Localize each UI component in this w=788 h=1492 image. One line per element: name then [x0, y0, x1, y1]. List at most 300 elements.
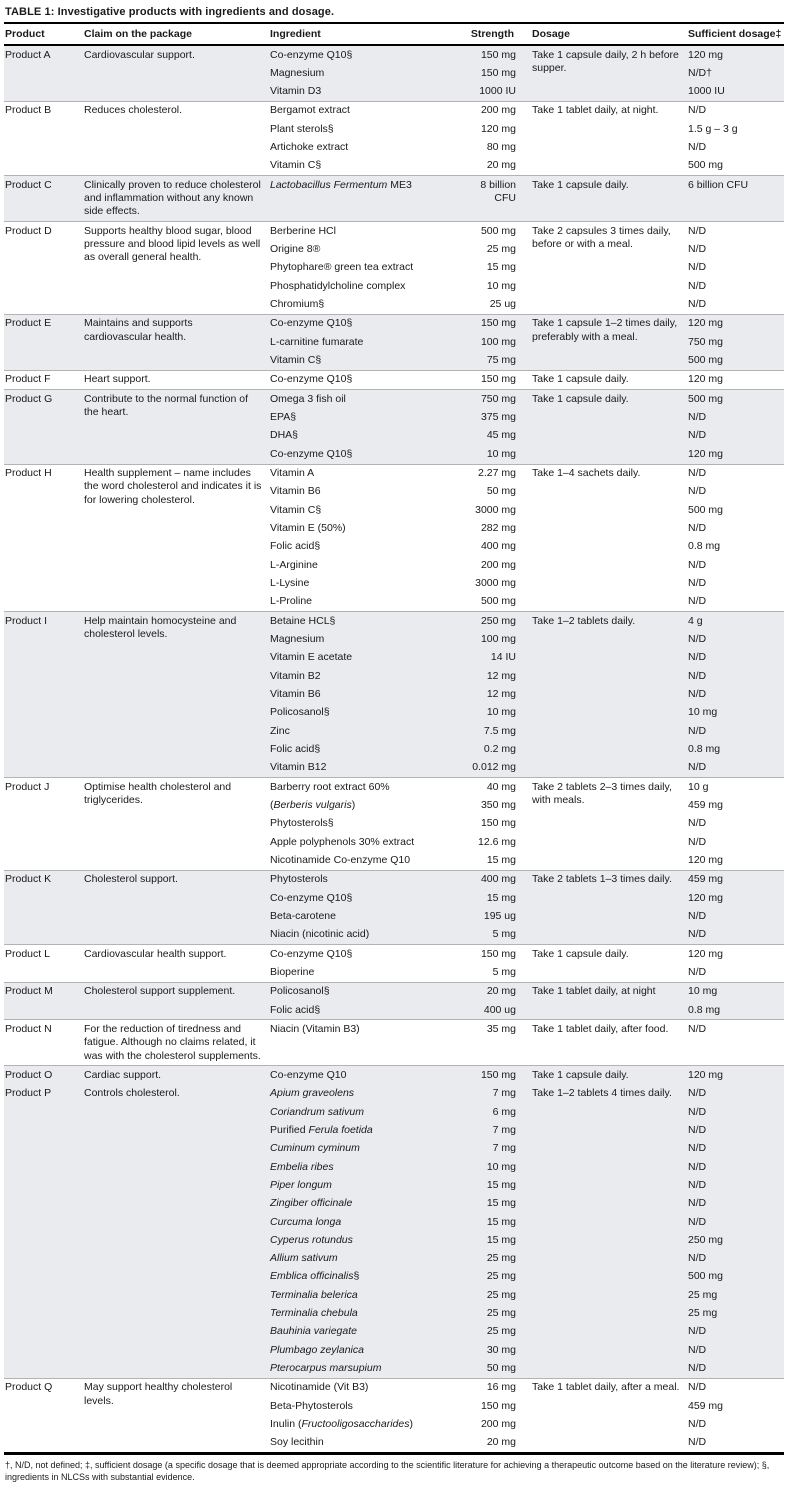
- claim-cell: May support healthy cholesterol levels.: [84, 1378, 270, 1453]
- product-cell: Product H: [4, 464, 84, 612]
- strength-cell: 35 mg: [460, 1020, 532, 1066]
- ingredient-cell: L-carnitine fumarate: [270, 335, 364, 348]
- table-row: [4, 1085, 784, 1103]
- strength-cell: 1000 IU: [479, 85, 516, 98]
- sufficient-dosage-cell: N/D: [688, 1418, 707, 1431]
- sufficient-dosage-cell: N/D: [688, 817, 707, 830]
- strength-cell: 350 mg: [480, 798, 516, 811]
- sufficient-dosage-cell: 459 mg: [688, 870, 784, 889]
- dosage-cell: Take 2 tablets 1–3 times daily.: [532, 870, 688, 944]
- sufficient-dosage-cell: N/D: [688, 1160, 707, 1173]
- sufficient-dosage-cell: N/D: [688, 411, 707, 424]
- dosage-cell: Take 1 capsule daily.: [532, 1066, 688, 1085]
- ingredient-cell: Zinc: [270, 724, 290, 737]
- ingredient-cell: Co-enzyme Q10§: [270, 314, 460, 333]
- sufficient-dosage-cell: N/D: [688, 522, 707, 535]
- sufficient-dosage-cell: N/D: [688, 429, 707, 442]
- claim-cell: For the reduction of tiredness and fatigue. Although no claims related, it was with the cholesterol supplements.: [84, 1020, 270, 1066]
- ingredient-cell: Vitamin C§: [270, 503, 322, 516]
- sufficient-dosage-cell: 120 mg: [688, 447, 724, 460]
- claim-cell: Cardiac support.: [84, 1066, 270, 1085]
- ingredient-cell: Beta-Phytosterols: [270, 1399, 353, 1412]
- table-title-label: TABLE 1:: [5, 6, 55, 18]
- strength-cell: 15 mg: [486, 261, 516, 274]
- sufficient-dosage-cell: N/D: [688, 1436, 707, 1449]
- ingredient-cell: Nicotinamide Co-enzyme Q10: [270, 853, 411, 866]
- dosage-cell: Take 1 capsule 1–2 times daily, preferably with a meal.: [532, 314, 688, 370]
- strength-cell: 375 mg: [480, 411, 516, 424]
- strength-cell: 20 mg: [460, 982, 532, 1001]
- dosage-cell: Take 1–4 sachets daily.: [532, 464, 688, 612]
- strength-cell: 25 mg: [486, 1307, 516, 1320]
- column-header-product: Product: [4, 23, 84, 45]
- sufficient-dosage-cell: N/D†: [688, 66, 712, 79]
- strength-cell: 150 mg: [460, 1066, 532, 1085]
- ingredient-cell: Terminalia belerica: [270, 1288, 358, 1301]
- table-body: [4, 45, 784, 1454]
- strength-cell: 3000 mg: [475, 503, 516, 516]
- ingredient-cell: Folic acid§: [270, 1003, 321, 1016]
- sufficient-dosage-cell: N/D: [688, 101, 784, 120]
- ingredient-cell: Co-enzyme Q10§: [270, 945, 460, 964]
- claim-cell: Supports healthy blood sugar, blood pressure and blood lipid levels as well as overall general health.: [84, 222, 270, 315]
- table-row: [4, 982, 784, 1001]
- sufficient-dosage-cell: 1.5 g – 3 g: [688, 122, 738, 135]
- strength-cell: 12.6 mg: [478, 835, 516, 848]
- product-cell: Product K: [4, 870, 84, 944]
- sufficient-dosage-cell: 10 mg: [688, 982, 784, 1001]
- product-cell: Product O: [4, 1066, 84, 1085]
- strength-cell: 15 mg: [486, 853, 516, 866]
- sufficient-dosage-cell: N/D: [688, 243, 707, 256]
- strength-cell: 7 mg: [492, 1123, 516, 1136]
- strength-cell: 150 mg: [480, 66, 516, 79]
- table-row: [4, 101, 784, 120]
- strength-cell: 25 ug: [489, 298, 516, 311]
- table-title-text: Investigative products with ingredients and dosage.: [57, 6, 335, 18]
- sufficient-dosage-cell: N/D: [688, 1178, 707, 1191]
- column-header-strength: Strength: [460, 23, 532, 45]
- dosage-cell: Take 1 capsule daily.: [532, 390, 688, 464]
- product-cell: Product M: [4, 982, 84, 1020]
- ingredient-cell: Inulin (Fructooligosaccharides): [270, 1418, 413, 1431]
- sufficient-dosage-cell: N/D: [688, 1020, 784, 1066]
- dosage-cell: Take 1 tablet daily, at night: [532, 982, 688, 1020]
- table-row: [4, 176, 784, 222]
- table-row: [4, 1066, 784, 1085]
- sufficient-dosage-cell: N/D: [688, 651, 707, 664]
- sufficient-dosage-cell: N/D: [688, 558, 707, 571]
- sufficient-dosage-cell: N/D: [688, 687, 707, 700]
- strength-cell: 150 mg: [480, 817, 516, 830]
- ingredient-cell: Vitamin C§: [270, 354, 322, 367]
- ingredient-cell: Folic acid§: [270, 742, 321, 755]
- ingredient-cell: Phosphatidylcholine complex: [270, 279, 406, 292]
- dosage-cell: Take 1 capsule daily.: [532, 945, 688, 983]
- strength-cell: 14 IU: [490, 651, 516, 664]
- dosage-cell: Take 1 capsule daily, 2 h before supper.: [532, 45, 688, 101]
- product-cell: Product E: [4, 314, 84, 370]
- sufficient-dosage-cell: N/D: [688, 1378, 784, 1397]
- product-cell: Product J: [4, 778, 84, 871]
- sufficient-dosage-cell: N/D: [688, 595, 707, 608]
- ingredient-cell: Apium graveolens: [270, 1087, 355, 1100]
- strength-cell: 25 mg: [486, 243, 516, 256]
- product-cell: Product I: [4, 612, 84, 778]
- ingredient-cell: EPA§: [270, 411, 297, 424]
- sufficient-dosage-cell: 500 mg: [688, 354, 724, 367]
- strength-cell: 0.2 mg: [483, 742, 516, 755]
- sufficient-dosage-cell: N/D: [688, 909, 707, 922]
- sufficient-dosage-cell: 25 mg: [688, 1307, 718, 1320]
- sufficient-dosage-cell: N/D: [688, 1087, 707, 1100]
- dosage-cell: Take 1 tablet daily, after food.: [532, 1020, 688, 1066]
- ingredient-cell: Phytosterols: [270, 870, 460, 889]
- ingredient-cell: Bioperine: [270, 965, 315, 978]
- strength-cell: 400 mg: [460, 870, 532, 889]
- dosage-cell: Take 1 tablet daily, after a meal.: [532, 1378, 688, 1453]
- claim-cell: Contribute to the normal function of the heart.: [84, 390, 270, 464]
- strength-cell: 200 mg: [460, 101, 532, 120]
- ingredient-cell: Folic acid§: [270, 540, 321, 553]
- ingredient-cell: Coriandrum sativum: [270, 1105, 364, 1118]
- dosage-cell: Take 2 tablets 2–3 times daily, with meals.: [532, 778, 688, 871]
- ingredient-cell: Embelia ribes: [270, 1160, 334, 1173]
- strength-cell: 5 mg: [492, 928, 516, 941]
- ingredient-cell: L-Arginine: [270, 558, 318, 571]
- sufficient-dosage-cell: 120 mg: [688, 945, 784, 964]
- product-cell: Product D: [4, 222, 84, 315]
- table-row: [4, 1020, 784, 1066]
- sufficient-dosage-cell: 4 g: [688, 612, 784, 631]
- product-cell: Product G: [4, 390, 84, 464]
- strength-cell: 100 mg: [480, 335, 516, 348]
- strength-cell: 400 ug: [483, 1003, 516, 1016]
- strength-cell: 7 mg: [492, 1142, 516, 1155]
- strength-cell: 6 mg: [492, 1105, 516, 1118]
- ingredient-cell: Nicotinamide (Vit B3): [270, 1378, 460, 1397]
- claim-cell: Cholesterol support supplement.: [84, 982, 270, 1020]
- strength-cell: 120 mg: [480, 122, 516, 135]
- strength-cell: 16 mg: [460, 1378, 532, 1397]
- ingredient-cell: Vitamin E acetate: [270, 651, 353, 664]
- sufficient-dosage-cell: N/D: [688, 1142, 707, 1155]
- claim-cell: Reduces cholesterol.: [84, 101, 270, 175]
- ingredient-cell: Co-enzyme Q10: [270, 1066, 460, 1085]
- sufficient-dosage-cell: 120 mg: [688, 45, 784, 64]
- sufficient-dosage-cell: N/D: [688, 485, 707, 498]
- product-cell: Product F: [4, 370, 84, 389]
- ingredient-cell: Origine 8®: [270, 243, 321, 256]
- ingredient-cell: Co-enzyme Q10§: [270, 370, 460, 389]
- ingredient-cell: Vitamin D3: [270, 85, 322, 98]
- product-cell: Product P: [5, 1087, 52, 1100]
- sufficient-dosage-cell: 459 mg: [688, 798, 724, 811]
- claim-cell: Optimise health cholesterol and triglycerides.: [84, 778, 270, 871]
- claim-cell: Cardiovascular health support.: [84, 945, 270, 983]
- claim-cell: Controls cholesterol.: [84, 1087, 180, 1100]
- ingredient-cell: Cuminum cyminum: [270, 1142, 360, 1155]
- strength-cell: 45 mg: [486, 429, 516, 442]
- table-row: [4, 945, 784, 964]
- sufficient-dosage-cell: N/D: [688, 965, 707, 978]
- ingredient-cell: DHA§: [270, 429, 299, 442]
- sufficient-dosage-cell: N/D: [688, 1252, 707, 1265]
- table-row: [4, 370, 784, 389]
- table-footnote: †, N/D, not defined; ‡, sufficient dosage (a specific dosage that is deemed appropriate according to the scientific literature for achieving a therapeutic outcome based on the literature review); §, ingredients in NLCSs with substantial evidence.: [5, 1460, 770, 1483]
- sufficient-dosage-cell: N/D: [688, 835, 707, 848]
- ingredient-cell: Magnesium: [270, 66, 325, 79]
- sufficient-dosage-cell: N/D: [688, 669, 707, 682]
- sufficient-dosage-cell: N/D: [688, 761, 707, 774]
- ingredient-cell: Policosanol§: [270, 706, 330, 719]
- strength-cell: 282 mg: [480, 522, 516, 535]
- sufficient-dosage-cell: 120 mg: [688, 314, 784, 333]
- ingredient-cell: Plumbago zeylanica: [270, 1343, 364, 1356]
- strength-cell: 15 mg: [486, 1215, 516, 1228]
- dosage-cell: Take 1 capsule daily.: [532, 176, 688, 222]
- sufficient-dosage-cell: 500 mg: [688, 1270, 724, 1283]
- sufficient-dosage-cell: 0.8 mg: [688, 540, 721, 553]
- strength-cell: 3000 mg: [475, 577, 516, 590]
- ingredient-cell: Beta-carotene: [270, 909, 336, 922]
- ingredient-cell: Vitamin B6: [270, 687, 321, 700]
- table-header-row: [4, 23, 784, 45]
- strength-cell: 50 mg: [486, 485, 516, 498]
- ingredient-cell: Soy lecithin: [270, 1436, 324, 1449]
- sufficient-dosage-cell: N/D: [688, 298, 707, 311]
- strength-cell: 150 mg: [460, 314, 532, 333]
- dosage-cell: Take 1–2 tablets 4 times daily.: [532, 1087, 672, 1100]
- product-cell: Product B: [4, 101, 84, 175]
- strength-cell: 10 mg: [486, 1160, 516, 1173]
- strength-cell: 100 mg: [480, 633, 516, 645]
- strength-cell: 50 mg: [486, 1362, 516, 1375]
- ingredient-cell: Apple polyphenols 30% extract: [270, 835, 415, 848]
- sufficient-dosage-cell: 459 mg: [688, 1399, 724, 1412]
- sufficient-dosage-cell: 1000 IU: [688, 85, 725, 98]
- dosage-cell: Take 1 tablet daily, at night.: [532, 101, 688, 175]
- ingredient-cell: Phytophare® green tea extract: [270, 261, 414, 274]
- ingredient-cell: Cyperus rotundus: [270, 1233, 353, 1246]
- claim-cell: Heart support.: [84, 370, 270, 389]
- strength-cell: 200 mg: [480, 1418, 516, 1431]
- strength-cell: 15 mg: [486, 1197, 516, 1210]
- claim-cell: Maintains and supports cardiovascular health.: [84, 314, 270, 370]
- strength-cell: 25 mg: [486, 1270, 516, 1283]
- ingredient-cell: Chromium§: [270, 298, 325, 311]
- strength-cell: 7 mg: [492, 1087, 516, 1100]
- ingredient-cell: Berberine HCl: [270, 222, 460, 241]
- sufficient-dosage-cell: 120 mg: [688, 853, 724, 866]
- sufficient-dosage-cell: N/D: [688, 1123, 707, 1136]
- investigative-products-table: [4, 22, 784, 1455]
- strength-cell: 0.012 mg: [472, 761, 516, 774]
- table-row: [4, 45, 784, 64]
- strength-cell: 150 mg: [460, 945, 532, 964]
- strength-cell: 15 mg: [486, 1233, 516, 1246]
- strength-cell: 20 mg: [486, 1436, 516, 1449]
- sufficient-dosage-cell: 10 g: [688, 778, 784, 797]
- strength-cell: 5 mg: [492, 965, 516, 978]
- sufficient-dosage-cell: N/D: [688, 724, 707, 737]
- ingredient-cell: Vitamin C§: [270, 159, 322, 172]
- strength-cell: 25 mg: [486, 1288, 516, 1301]
- strength-cell: 75 mg: [486, 354, 516, 367]
- sufficient-dosage-cell: N/D: [688, 1343, 707, 1356]
- product-cell: Product L: [4, 945, 84, 983]
- dosage-cell: Take 2 capsules 3 times daily, before or with a meal.: [532, 222, 688, 315]
- ingredient-cell: Vitamin E (50%): [270, 522, 346, 535]
- sufficient-dosage-cell: 500 mg: [688, 390, 784, 409]
- table-row: [4, 1378, 784, 1397]
- sufficient-dosage-cell: N/D: [688, 1215, 707, 1228]
- ingredient-cell: Plant sterols§: [270, 122, 334, 135]
- ingredient-cell: Vitamin B2: [270, 669, 321, 682]
- sufficient-dosage-cell: N/D: [688, 464, 784, 483]
- dosage-cell: Take 1 capsule daily.: [532, 370, 688, 389]
- ingredient-cell: L-Proline: [270, 595, 313, 608]
- ingredient-cell: Curcuma longa: [270, 1215, 342, 1228]
- sufficient-dosage-cell: N/D: [688, 577, 707, 590]
- ingredient-cell: Emblica officinalis§: [270, 1270, 360, 1283]
- strength-cell: 150 mg: [460, 45, 532, 64]
- ingredient-cell: Zingiber officinale: [270, 1197, 353, 1210]
- table-title: [4, 3, 784, 22]
- ingredient-cell: Omega 3 fish oil: [270, 390, 460, 409]
- claim-cell: Clinically proven to reduce cholesterol and inflammation without any known side effects.: [84, 176, 270, 222]
- strength-cell: 15 mg: [486, 891, 516, 904]
- column-header-claim: Claim on the package: [84, 23, 270, 45]
- strength-cell: 10 mg: [486, 279, 516, 292]
- ingredient-cell: Artichoke extract: [270, 141, 349, 154]
- ingredient-cell: L-Lysine: [270, 577, 310, 590]
- sufficient-dosage-cell: N/D: [688, 1105, 707, 1118]
- strength-cell: 750 mg: [460, 390, 532, 409]
- sufficient-dosage-cell: 0.8 mg: [688, 742, 721, 755]
- ingredient-cell: Vitamin B12: [270, 761, 327, 774]
- column-header-ingredient: Ingredient: [270, 23, 460, 45]
- claim-cell: Cardiovascular support.: [84, 45, 270, 101]
- ingredient-cell: Niacin (nicotinic acid): [270, 928, 370, 941]
- strength-cell: 10 mg: [486, 447, 516, 460]
- sufficient-dosage-cell: 500 mg: [688, 503, 724, 516]
- sufficient-dosage-cell: 750 mg: [688, 335, 724, 348]
- sufficient-dosage-cell: 120 mg: [688, 1066, 784, 1085]
- table-row: [4, 464, 784, 483]
- strength-cell: 200 mg: [480, 558, 516, 571]
- sufficient-dosage-cell: 25 mg: [688, 1288, 718, 1301]
- table-row: [4, 314, 784, 333]
- strength-cell: 7.5 mg: [483, 724, 516, 737]
- sufficient-dosage-cell: N/D: [688, 1197, 707, 1210]
- ingredient-cell: Niacin (Vitamin B3): [270, 1020, 460, 1066]
- ingredient-cell: Lactobacillus Fermentum ME3: [270, 176, 460, 222]
- table-row: [4, 778, 784, 797]
- ingredient-cell: (Berberis vulgaris): [270, 798, 356, 811]
- strength-cell: 8 billion CFU: [460, 176, 532, 222]
- table-row: [4, 612, 784, 631]
- sufficient-dosage-cell: 500 mg: [688, 159, 724, 172]
- ingredient-cell: Purified Ferula foetida: [270, 1123, 373, 1136]
- sufficient-dosage-cell: N/D: [688, 222, 784, 241]
- product-cell: Product N: [4, 1020, 84, 1066]
- ingredient-cell: Vitamin B6: [270, 485, 321, 498]
- sufficient-dosage-cell: N/D: [688, 633, 707, 645]
- ingredient-cell: Policosanol§: [270, 982, 460, 1001]
- column-header-dosage: Dosage: [532, 23, 688, 45]
- strength-cell: 15 mg: [486, 1178, 516, 1191]
- dosage-cell: Take 1–2 tablets daily.: [532, 612, 688, 778]
- ingredient-cell: Co-enzyme Q10§: [270, 447, 353, 460]
- sufficient-dosage-cell: N/D: [688, 141, 707, 154]
- strength-cell: 25 mg: [486, 1325, 516, 1338]
- ingredient-cell: Co-enzyme Q10§: [270, 891, 353, 904]
- sufficient-dosage-cell: 6 billion CFU: [688, 176, 784, 222]
- strength-cell: 150 mg: [480, 1399, 516, 1412]
- product-cell: Product Q: [4, 1378, 84, 1453]
- ingredient-cell: Barberry root extract 60%: [270, 778, 460, 797]
- strength-cell: 12 mg: [486, 669, 516, 682]
- strength-cell: 30 mg: [486, 1343, 516, 1356]
- ingredient-cell: Piper longum: [270, 1178, 332, 1191]
- ingredient-cell: Phytosterols§: [270, 817, 334, 830]
- sufficient-dosage-cell: 250 mg: [688, 1233, 724, 1246]
- ingredient-cell: Co-enzyme Q10§: [270, 45, 460, 64]
- strength-cell: 500 mg: [460, 222, 532, 241]
- ingredient-cell: Allium sativum: [270, 1252, 338, 1265]
- sufficient-dosage-cell: N/D: [688, 928, 707, 941]
- strength-cell: 40 mg: [460, 778, 532, 797]
- claim-cell: Help maintain homocysteine and cholesterol levels.: [84, 612, 270, 778]
- ingredient-cell: Pterocarpus marsupium: [270, 1362, 382, 1375]
- ingredient-cell: Bergamot extract: [270, 101, 460, 120]
- sufficient-dosage-cell: N/D: [688, 261, 707, 274]
- ingredient-cell: Betaine HCL§: [270, 612, 460, 631]
- strength-cell: 400 mg: [480, 540, 516, 553]
- table-row: [4, 222, 784, 241]
- strength-cell: 2.27 mg: [460, 464, 532, 483]
- strength-cell: 25 mg: [486, 1252, 516, 1265]
- sufficient-dosage-cell: 120 mg: [688, 370, 784, 389]
- strength-cell: 500 mg: [480, 595, 516, 608]
- ingredient-cell: Bauhinia variegate: [270, 1325, 357, 1338]
- ingredient-cell: Vitamin A: [270, 464, 460, 483]
- ingredient-cell: Magnesium: [270, 633, 325, 645]
- strength-cell: 250 mg: [460, 612, 532, 631]
- claim-cell: Health supplement – name includes the word cholesterol and indicates it is for lowering cholesterol.: [84, 464, 270, 612]
- strength-cell: 195 ug: [483, 909, 516, 922]
- sufficient-dosage-cell: N/D: [688, 279, 707, 292]
- strength-cell: 80 mg: [486, 141, 516, 154]
- strength-cell: 150 mg: [460, 370, 532, 389]
- sufficient-dosage-cell: N/D: [688, 1362, 707, 1375]
- table-row: [4, 870, 784, 889]
- strength-cell: 12 mg: [486, 687, 516, 700]
- ingredient-cell: Terminalia chebula: [270, 1307, 358, 1320]
- sufficient-dosage-cell: 0.8 mg: [688, 1003, 721, 1016]
- sufficient-dosage-cell: N/D: [688, 1325, 707, 1338]
- product-cell: Product A: [4, 45, 84, 101]
- claim-cell: Cholesterol support.: [84, 870, 270, 944]
- column-header-sufficient-dosage: Sufficient dosage‡: [688, 23, 784, 45]
- sufficient-dosage-cell: 10 mg: [688, 706, 718, 719]
- sufficient-dosage-cell: 120 mg: [688, 891, 724, 904]
- table-row: [4, 390, 784, 409]
- strength-cell: 10 mg: [486, 706, 516, 719]
- strength-cell: 20 mg: [486, 159, 516, 172]
- product-cell: Product C: [4, 176, 84, 222]
